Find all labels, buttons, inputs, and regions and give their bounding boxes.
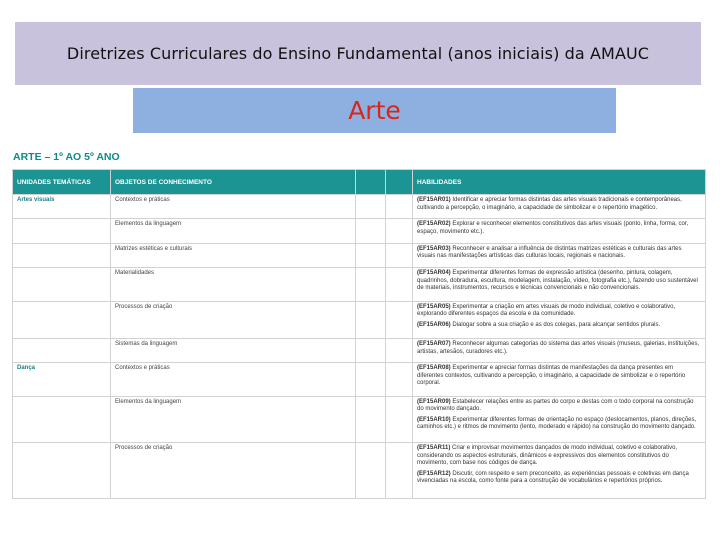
spacer-cell: [386, 219, 413, 243]
spacer-cell: [356, 363, 386, 397]
knowledge-object-cell: Elementos da linguagem: [111, 219, 356, 243]
header-skills: HABILIDADES: [413, 170, 706, 195]
spacer-cell: [386, 396, 413, 442]
thematic-unit-cell: Dança: [13, 363, 111, 397]
skill-entry: [417, 304, 701, 319]
table-header-row: [13, 170, 706, 195]
skill-code: (EF15AR08): [417, 365, 451, 372]
knowledge-object-cell: Processos de criação: [111, 443, 356, 499]
thematic-unit-cell: [13, 219, 111, 243]
skill-code: (EF15AR03): [417, 245, 451, 252]
skill-text: Experimentar diferentes formas de orientação no espaço (deslocamentos, planos, direções, caminhos etc.) e ritmos de movimento (lento, moderado e rápido) na construção do movimento dançado.: [417, 416, 697, 431]
skill-code: (EF15AR04): [417, 270, 451, 277]
knowledge-object-cell: Contextos e práticas: [111, 195, 356, 219]
skill-entry: [417, 221, 701, 236]
curriculum-table: [12, 169, 706, 499]
document-heading: ARTE – 1º AO 5º ANO: [13, 151, 120, 163]
skill-text: Experimentar e apreciar formas distintas de manifestações da dança presentes em diferentes contextos, cultivando a percepção, o imaginário, a capacidade de simbolizar e o repertório corporal.: [417, 365, 686, 387]
spacer-cell: [356, 396, 386, 442]
skill-text: Reconhecer algumas categorias do sistema das artes visuais (museus, galerias, instituições, artistas, artesãos, curadores etc.).: [417, 341, 700, 355]
table-row: [13, 363, 706, 397]
skill-entry: [417, 246, 701, 261]
skill-entry: [417, 197, 701, 212]
skill-text: Experimentar a criação em artes visuais de modo individual, coletivo e colaborativo, explorando diferentes espaços da escola e da comunidade.: [417, 303, 676, 318]
skill-entry: [417, 471, 701, 486]
table-row: [13, 301, 706, 338]
header-spacer-1: [356, 170, 386, 195]
spacer-cell: [386, 339, 413, 363]
skill-code: (EF15AR02): [417, 221, 451, 228]
thematic-unit-cell: [13, 301, 111, 338]
table-row: [13, 243, 706, 267]
skill-text: Explorar e reconhecer elementos constitutivos das artes visuais (ponto, linha, forma, cor, espaço, movimento etc.).: [417, 221, 689, 235]
spacer-cell: [386, 301, 413, 338]
skills-cell: [413, 396, 706, 442]
slide-title: Diretrizes Curriculares do Ensino Fundamental (anos iniciais) da AMAUC: [66, 44, 650, 63]
knowledge-object-cell: Matrizes estéticas e culturais: [111, 243, 356, 267]
skills-cell: [413, 443, 706, 499]
spacer-cell: [356, 243, 386, 267]
skill-text: Reconhecer e analisar a influência de distintas matrizes estéticas e culturais das artes visuais nas manifestações artísticas das culturas locais, regionais e nacionais.: [417, 245, 682, 260]
table-row: [13, 443, 706, 499]
skills-cell: [413, 268, 706, 302]
spacer-cell: [356, 219, 386, 243]
skills-cell: [413, 339, 706, 363]
skill-code: (EF15AR09): [417, 398, 451, 405]
subtitle-band: [133, 88, 616, 133]
thematic-unit-cell: [13, 268, 111, 302]
skill-text: Discutir, com respeito e sem preconceito, as experiências pessoais e coletivas em dança vivenciadas na escola, como fonte para a construção de vocabulários e repertórios próprios.: [417, 470, 689, 485]
skill-entry: [417, 322, 701, 330]
skill-code: (EF15AR12): [417, 470, 451, 477]
skills-cell: [413, 363, 706, 397]
knowledge-object-cell: Elementos da linguagem: [111, 396, 356, 442]
skill-entry: [417, 399, 701, 414]
skill-entry: [417, 270, 701, 293]
skill-entry: [417, 417, 701, 432]
knowledge-object-cell: Materialidades: [111, 268, 356, 302]
skill-code: (EF15AR06): [417, 321, 451, 328]
spacer-cell: [386, 268, 413, 302]
thematic-unit-cell: [13, 443, 111, 499]
thematic-unit-cell: [13, 396, 111, 442]
thematic-unit-cell: Artes visuais: [13, 195, 111, 219]
header-knowledge-objects: OBJETOS DE CONHECIMENTO: [111, 170, 356, 195]
skill-text: Dialogar sobre a sua criação e as dos colegas, para alcançar sentidos plurais.: [452, 321, 661, 328]
skill-text: Estabelecer relações entre as partes do corpo e destas com o todo corporal na construção do movimento dançado.: [417, 398, 694, 413]
skills-cell: [413, 219, 706, 243]
spacer-cell: [356, 443, 386, 499]
spacer-cell: [386, 363, 413, 397]
header-spacer-2: [386, 170, 413, 195]
table-row: [13, 268, 706, 302]
thematic-unit-cell: [13, 339, 111, 363]
skill-entry: [417, 341, 701, 356]
skill-text: Experimentar diferentes formas de expressão artística (desenho, pintura, colagem, quadrinhos, dobradura, escultura, modelagem, instalação, vídeo, fotografia etc.), fazendo uso sustentável de materiais, instrumentos, recursos e técnicas convencionais e não convencionais.: [417, 270, 698, 292]
header-thematic-units: UNIDADES TEMÁTICAS: [13, 170, 111, 195]
skills-cell: [413, 301, 706, 338]
spacer-cell: [356, 195, 386, 219]
knowledge-object-cell: Contextos e práticas: [111, 363, 356, 397]
knowledge-object-cell: Sistemas da linguagem: [111, 339, 356, 363]
spacer-cell: [356, 301, 386, 338]
skill-text: Identificar e apreciar formas distintas das artes visuais tradicionais e contemporâneas, cultivando a percepção, o imaginário, a capacidade de simbolizar e o repertório imagético.: [417, 197, 682, 211]
header-band: [15, 22, 701, 85]
skills-cell: [413, 195, 706, 219]
spacer-cell: [356, 268, 386, 302]
skill-code: (EF15AR01): [417, 197, 451, 203]
table-row: [13, 396, 706, 442]
spacer-cell: [386, 443, 413, 499]
table-row: [13, 195, 706, 219]
thematic-unit-cell: [13, 243, 111, 267]
spacer-cell: [386, 243, 413, 267]
skills-cell: [413, 243, 706, 267]
spacer-cell: [386, 195, 413, 219]
slide-subtitle: Arte: [348, 96, 401, 125]
skill-code: (EF15AR07): [417, 341, 451, 348]
skill-entry: [417, 365, 701, 388]
knowledge-object-cell: Processos de criação: [111, 301, 356, 338]
table-row: [13, 339, 706, 363]
skill-code: (EF15AR10): [417, 416, 451, 423]
spacer-cell: [356, 339, 386, 363]
skill-code: (EF15AR11): [417, 445, 451, 452]
skill-entry: [417, 445, 701, 468]
skill-code: (EF15AR05): [417, 303, 451, 310]
table-row: [13, 219, 706, 243]
skill-text: Criar e improvisar movimentos dançados de modo individual, coletivo e colaborativo, considerando os aspectos estruturais, dinâmicos e expressivos dos elementos constitutivos do movimento, com base nos códigos de dança.: [417, 445, 678, 467]
